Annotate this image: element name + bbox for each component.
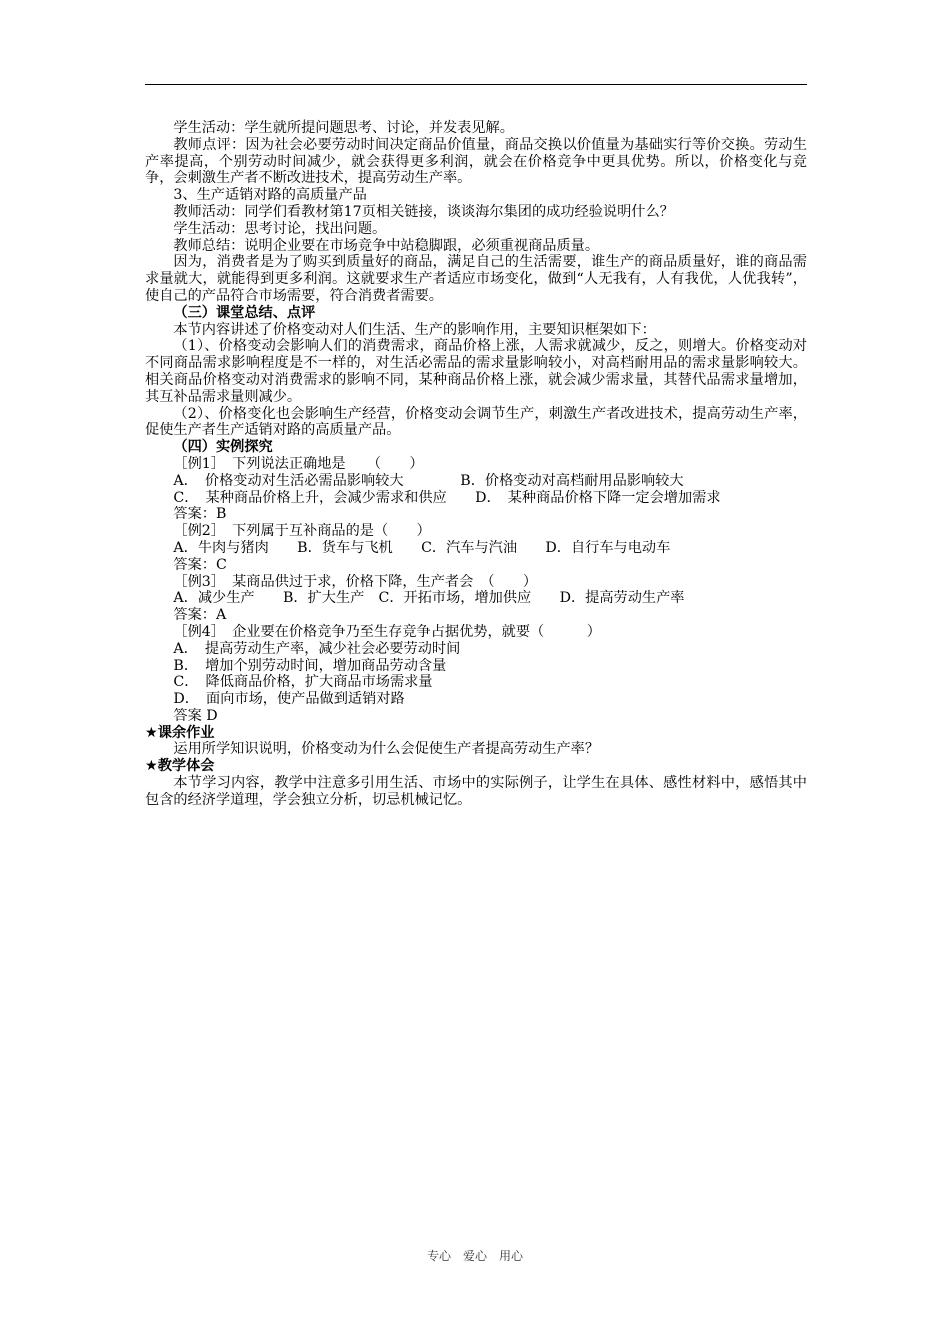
example-1-answer: 答案：B	[173, 506, 227, 523]
reflection-text: 本节学习内容，教学中注意多引用生活、市场中的实际例子，让学生在具体、感性材料中，感悟其中包含的经济学道理，学会独立分析，切忌机械记忆。	[145, 775, 807, 808]
example-3-question: ［例3］ 某商品供过于求，价格下降，生产者会 （ ）	[173, 573, 538, 590]
example-4-option-c: C． 降低商品价格，扩大商品市场需求量	[173, 674, 433, 691]
example-2-options-row-1: A．牛肉与猪肉 B．货车与飞机 C．汽车与汽油 D．自行车与电动车	[173, 539, 671, 556]
example-4-answer: 答案 D	[173, 707, 218, 724]
example-1-question: ［例1］ 下列说法正确地是 （ ）	[173, 455, 424, 472]
section-4-heading: （四）实例探究	[173, 439, 273, 456]
example-3-answer: 答案：A	[173, 607, 227, 624]
teacher-summary: 教师总结：说明企业要在市场竞争中站稳脚跟，必须重视商品质量。	[173, 237, 600, 254]
example-4-option-b: B． 增加个别劳动时间，增加商品劳动含量	[173, 657, 447, 674]
section-3-point-1: （1）、价格变动会影响人们的消费需求，商品价格上涨，人需求就减少，反之，则增大。价格变动对不同商品需求影响程度是不一样的，对生活必需品的需求量影响较小，对高档耐用品的需求量影响较大。相关商品价格变动对消费需求的影响不同，某种商品价格上涨，就会减少需求量，其替代品需求量增加，其互补品需求量则减少。	[145, 338, 807, 405]
teacher-activity: 教师活动：同学们看教材第17页相关链接，谈谈海尔集团的成功经验说明什么？	[173, 203, 674, 220]
homework-heading: ★课余作业	[145, 724, 215, 741]
example-1-options-row-2: C． 某种商品价格上升，会减少需求和供应 D． 某种商品价格下降一定会增加需求	[173, 489, 721, 506]
example-4-question: ［例4］ 企业要在价格竞争乃至生存竞争占据优势，就要（ ）	[173, 623, 601, 640]
example-2-answer: 答案：C	[173, 556, 227, 573]
reason-paragraph: 因为，消费者是为了购买到质量好的商品，满足自己的生活需要，谁生产的商品质量好，谁的商品需求量就大，就能得到更多利润。这就要求生产者适应市场变化，做到“人无我有，人有我优，人优我转”，使自己的产品符合市场需要，符合消费者需要。	[145, 254, 807, 304]
example-2-question: ［例2］ 下列属于互补商品的是（ ）	[173, 523, 431, 540]
reflection-heading: ★教学体会	[145, 758, 215, 775]
example-4-option-a: A． 提高劳动生产率，减少社会必要劳动时间	[173, 640, 461, 657]
teacher-comment: 教师点评：因为社会必要劳动时间决定商品价值量，商品交换以价值量为基础实行等价交换。劳动生产率提高，个别劳动时间减少，就会获得更多利润，就会在价格竞争中更具优势。所以，价格变化与竞争，会刺激生产者不断改进技术，提高劳动生产率。	[145, 136, 807, 187]
section-3-heading: （三）课堂总结、点评	[173, 304, 316, 321]
section-3-intro: 本节内容讲述了价格变动对人们生活、生产的影响作用，主要知识框架如下：	[173, 321, 656, 338]
header-rule	[145, 84, 807, 85]
example-4-option-d: D． 面向市场，使产品做到适销对路	[173, 691, 405, 708]
student-activity-2: 学生活动：思考讨论，找出问题。	[173, 220, 387, 237]
homework-text: 运用所学知识说明，价格变动为什么会促使生产者提高劳动生产率？	[173, 741, 600, 758]
document-body	[145, 120, 807, 809]
section-3-point-2: （2）、价格变化也会影响生产经营，价格变动会调节生产，刺激生产者改进技术，提高劳动生产率，促使生产者生产适销对路的高质量产品。	[145, 405, 807, 439]
example-1-options-row-1: A． 价格变动对生活必需品影响较大 B．价格变动对高档耐用品影响较大	[173, 472, 684, 489]
student-activity-1: 学生活动：学生就所提问题思考、讨论，并发表见解。	[173, 120, 514, 136]
subsection-3-title: 3、生产适销对路的高质量产品	[173, 187, 367, 204]
page-footer: 专心 爱心 用心	[426, 1249, 523, 1263]
example-3-options-row-1: A．减少生产 B．扩大生产 C．开拓市场，增加供应 D．提高劳动生产率	[173, 590, 685, 607]
